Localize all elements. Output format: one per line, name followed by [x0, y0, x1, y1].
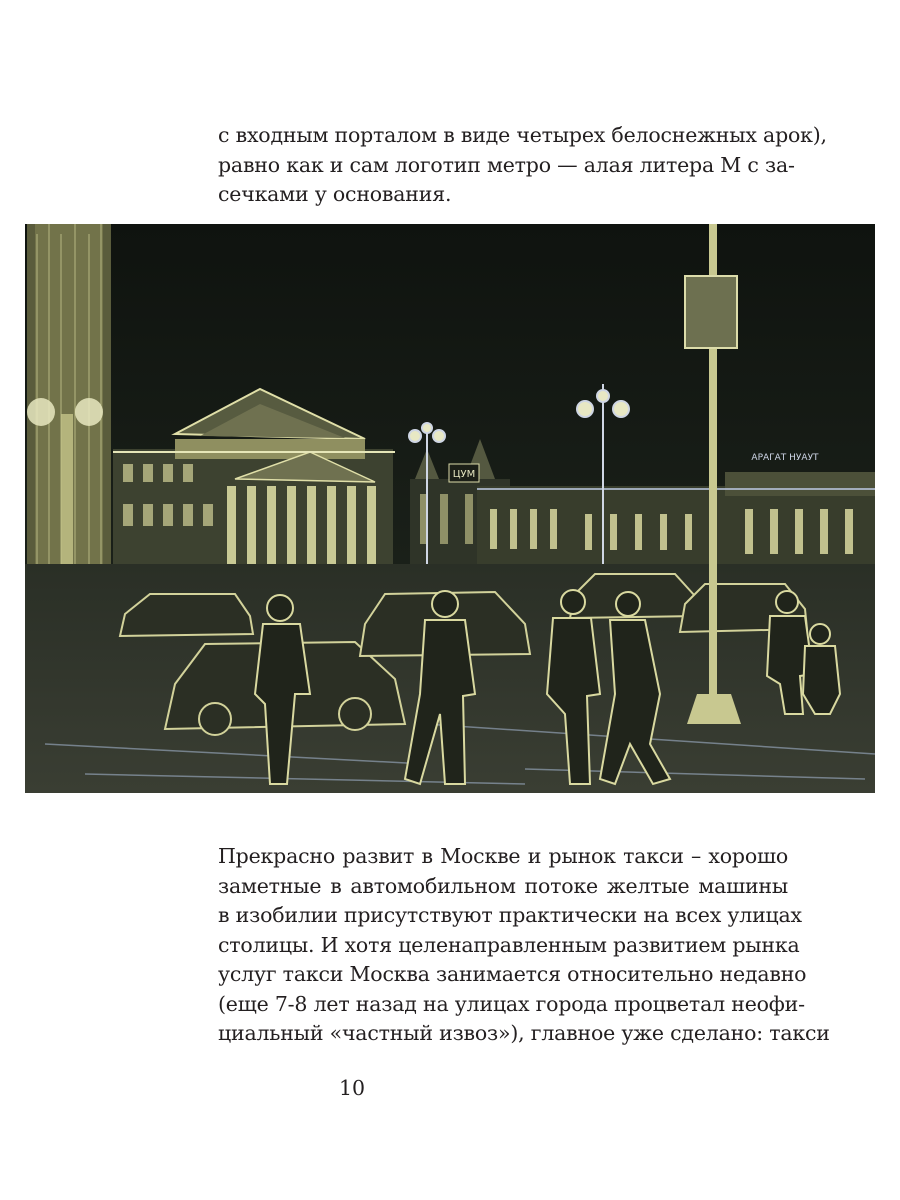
- text-line: Прекрасно развит в Москве и рынок такси – хорошо: [218, 844, 788, 868]
- text-line: (еще 7-8 лет назад на улицах города процветал неофи-: [218, 991, 805, 1016]
- store-sign: ЦУМ: [452, 469, 476, 480]
- text-line: сечками у основания.: [218, 182, 452, 206]
- text-line: равно как и сам логотип метро — алая литера М с за-: [218, 152, 795, 177]
- text-line: заметные в автомобильном потоке желтые машины: [218, 873, 788, 898]
- building-sign: АРАГАТ НУАУТ: [751, 453, 819, 463]
- bottom-paragraph: [218, 842, 830, 1049]
- text-line: циальный «частный извоз»), главное уже сделано: такси: [218, 1021, 830, 1045]
- text-line: с входным порталом в виде четырех белоснежных арок),: [218, 123, 827, 147]
- text-line: услуг такси Москва занимается относительно недавно: [218, 962, 807, 986]
- text-line: столицы. И хотя целенаправленным развитием рынка: [218, 932, 800, 957]
- night-street-illustration: [25, 224, 875, 793]
- top-paragraph: [218, 121, 827, 210]
- page-number: 10: [339, 1076, 366, 1100]
- text-line: в изобилии присутствуют практически на всех улицах: [218, 903, 802, 927]
